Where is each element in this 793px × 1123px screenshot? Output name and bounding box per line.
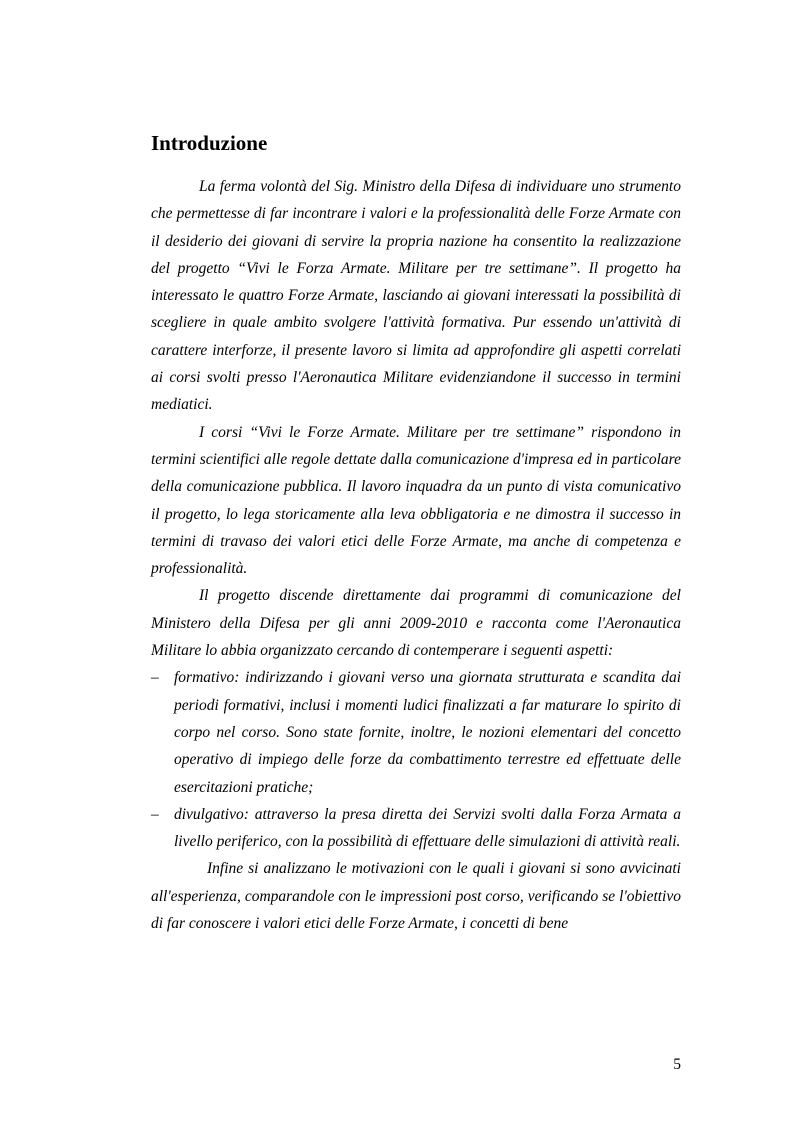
list-item <box>151 801 681 856</box>
aspects-list <box>151 664 681 855</box>
page-title: Introduzione <box>151 131 268 155</box>
dash-bullet-icon: – <box>151 805 159 823</box>
paragraph-2: I corsi “Vivi le Forze Armate. Militare per tre settimane” rispondono in termini scientifici alle regole dettate dalla comunicazione d'impresa ed in particolare della comunicazione pubblica. Il lavoro inquadra da un punto di vista comunicativo il progetto, lo lega storicamente alla leva obbligatoria e ne dimostra il successo in termini di travaso dei valori etici delle Forze Armate, ma anche di competenza e professionalità. <box>151 423 681 578</box>
paragraph-4: Infine si analizzano le motivazioni con le quali i giovani si sono avvicinati all'esperienza, comparandole con le impressioni post corso, verificando se l'obiettivo di far conoscere i valori etici delle Forze Armate, i concetti di bene <box>151 860 681 933</box>
dash-bullet-icon: – <box>151 669 159 687</box>
page-number: 5 <box>673 1056 681 1073</box>
paragraph-1: La ferma volontà del Sig. Ministro della Difesa di individuare uno strumento che permettesse di far incontrare i valori e la professionalità delle Forze Armate con il desiderio dei giovani di servire la propria nazione ha consentito la realizzazione del progetto “Vivi le Forza Armate. Militare per tre settimane”. Il progetto ha interessato le quattro Forze Armate, lasciando ai giovani interessati la possibilità di scegliere in quale ambito svolgere l'attività formativa. Pur essendo un'attività di carattere interforze, il presente lavoro si limita ad approfondire gli aspetti correlati ai corsi svolti presso l'Aeronautica Militare evidenziandone il successo in termini mediatici. <box>151 178 681 414</box>
list-item-text: formativo: indirizzando i giovani verso una giornata strutturata e scandita dai periodi formativi, inclusi i momenti ludici finalizzati a far maturare lo spirito di corpo nel corso. Sono state fornite, inoltre, le nozioni elementari del concetto operativo di impiego delle forze da combattimento terrestre ed effettuate delle esercitazioni pratiche; <box>174 669 681 796</box>
document-body <box>151 173 681 937</box>
paragraph-3: Il progetto discende direttamente dai programmi di comunicazione del Ministero della Difesa per gli anni 2009-2010 e racconta come l'Aeronautica Militare lo abbia organizzato cercando di contemperare i seguenti aspetti: <box>151 587 681 660</box>
list-item-text: divulgativo: attraverso la presa diretta dei Servizi svolti dalla Forza Armata a livello periferico, con la possibilità di effettuare delle simulazioni di attività reali. <box>174 805 681 851</box>
list-item <box>151 664 681 800</box>
